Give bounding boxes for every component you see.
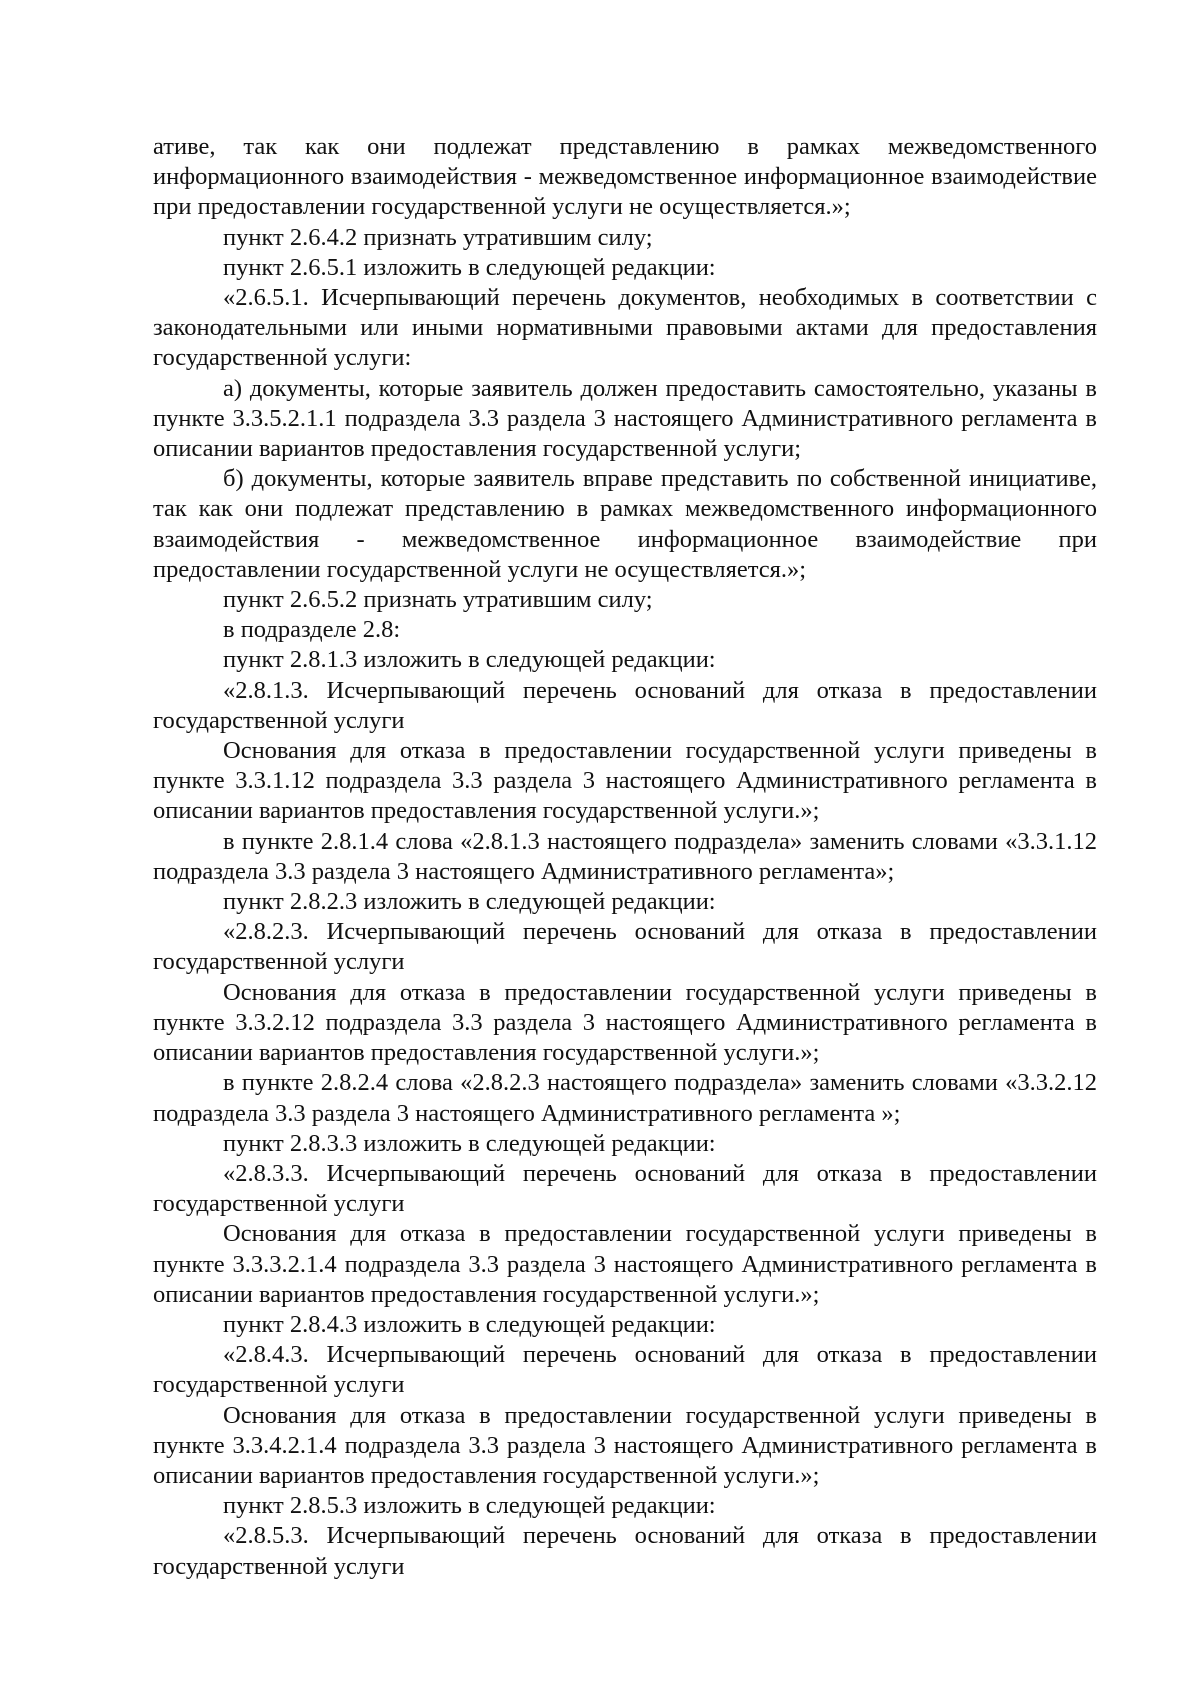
paragraph: а) документы, которые заявитель должен предоставить самостоятельно, указаны в пункте 3.3.5.2.1.1 подраздела 3.3 раздела 3 настоящего Административного регламента в описании вариантов предоставления государственной услуги;	[153, 374, 1097, 463]
paragraph: пункт 2.6.5.1 изложить в следующей редакции:	[223, 253, 716, 281]
paragraph: пункт 2.8.5.3 изложить в следующей редакции:	[223, 1492, 716, 1520]
paragraph: пункт 2.8.1.3 изложить в следующей редакции:	[223, 646, 716, 674]
paragraph: пункт 2.8.3.3 изложить в следующей редакции:	[223, 1129, 716, 1157]
paragraph: «2.8.5.3. Исчерпывающий перечень оснований для отказа в предоставлении государственной услуги	[153, 1522, 1097, 1580]
paragraph: в подразделе 2.8:	[223, 616, 401, 644]
paragraph-continuation: ативе, так как они подлежат представлению в рамках межведомственного информационного взаимодействия - межведомственное информационное взаимодействие при предоставлении государственной услуги не осуществляется.»;	[153, 133, 1097, 221]
paragraph: в пункте 2.8.2.4 слова «2.8.2.3 настоящего подраздела» заменить словами «3.3.2.12 подраздела 3.3 раздела 3 настоящего Административного регламента »;	[153, 1069, 1097, 1127]
paragraph: пункт 2.6.4.2 признать утратившим силу;	[223, 223, 653, 251]
paragraph: пункт 2.8.4.3 изложить в следующей редакции:	[223, 1310, 716, 1338]
paragraph: «2.8.1.3. Исчерпывающий перечень оснований для отказа в предоставлении государственной услуги	[153, 676, 1097, 734]
paragraph: Основания для отказа в предоставлении государственной услуги приведены в пункте 3.3.3.2.1.4 подраздела 3.3 раздела 3 настоящего Административного регламента в описании вариантов предоставления государственной услуги.»;	[153, 1220, 1097, 1308]
paragraph: Основания для отказа в предоставлении государственной услуги приведены в пункте 3.3.2.12 подраздела 3.3 раздела 3 настоящего Административного регламента в описании вариантов предоставления государственной услуги.»;	[153, 978, 1097, 1067]
paragraph: «2.8.3.3. Исчерпывающий перечень оснований для отказа в предоставлении государственной услуги	[153, 1159, 1097, 1218]
paragraph: б) документы, которые заявитель вправе представить по собственной инициативе, так как они подлежат представлению в рамках межведомственного информационного взаимодействия - межведомственное информационное взаимодействие при предоставлении государственной услуги не осуществляется.»;	[153, 465, 1097, 583]
paragraph: Основания для отказа в предоставлении государственной услуги приведены в пункте 3.3.1.12 подраздела 3.3 раздела 3 настоящего Административного регламента в описании вариантов предоставления государственной услуги.»;	[153, 737, 1097, 825]
paragraph: пункт 2.6.5.2 признать утратившим силу;	[223, 586, 653, 614]
paragraph: Основания для отказа в предоставлении государственной услуги приведены в пункте 3.3.4.2.1.4 подраздела 3.3 раздела 3 настоящего Административного регламента в описании вариантов предоставления государственной услуги.»;	[153, 1401, 1097, 1489]
paragraph: «2.8.4.3. Исчерпывающий перечень оснований для отказа в предоставлении государственной услуги	[153, 1341, 1097, 1399]
document-body	[153, 132, 1097, 1582]
paragraph: «2.8.2.3. Исчерпывающий перечень оснований для отказа в предоставлении государственной услуги	[153, 918, 1097, 976]
paragraph: в пункте 2.8.1.4 слова «2.8.1.3 настоящего подраздела» заменить словами «3.3.1.12 подраздела 3.3 раздела 3 настоящего Административного регламента»;	[153, 827, 1097, 885]
paragraph: пункт 2.8.2.3 изложить в следующей редакции:	[223, 888, 716, 916]
paragraph: «2.6.5.1. Исчерпывающий перечень документов, необходимых в соответствии с законодательными или иными нормативными правовыми актами для предоставления государственной услуги:	[153, 284, 1097, 372]
